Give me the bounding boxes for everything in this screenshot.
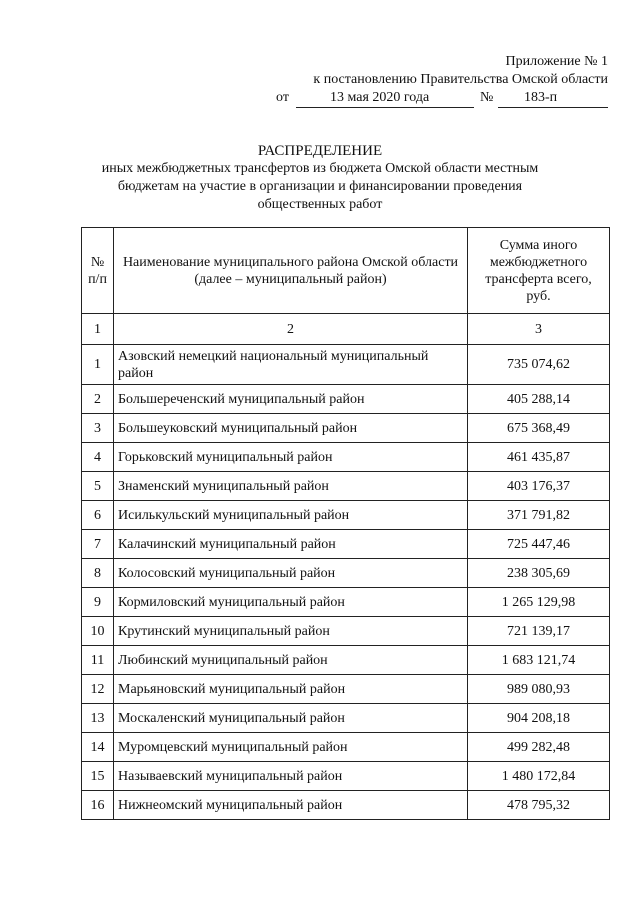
table-row [82,646,610,675]
district-name: Муромцевский муниципальный район [114,733,468,762]
table-row [82,617,610,646]
distribution-table [81,227,610,820]
district-name: Москаленский муниципальный район [114,704,468,733]
decree-date-number [276,90,610,108]
table-row [82,414,610,443]
index-cell: 3 [468,314,610,345]
transfer-sum: 989 080,93 [468,675,610,704]
district-name: Большеуковский муниципальный район [114,414,468,443]
date-underline [296,107,474,108]
number-label: № [480,90,494,105]
decree-number: 183-п [524,90,558,105]
table-header-row [82,228,610,314]
district-name: Называевский муниципальный район [114,762,468,791]
district-name: Большереченский муниципальный район [114,385,468,414]
transfer-sum: 371 791,82 [468,501,610,530]
transfer-sum: 721 139,17 [468,617,610,646]
appendix-label: Приложение № 1 [505,54,608,69]
table-row [82,530,610,559]
district-name: Марьяновский муниципальный район [114,675,468,704]
row-number: 1 [82,345,114,385]
table-row [82,762,610,791]
transfer-sum: 405 288,14 [468,385,610,414]
transfer-sum: 238 305,69 [468,559,610,588]
table-row [82,559,610,588]
document-title: РАСПРЕДЕЛЕНИЕ [257,143,383,159]
decree-date: 13 мая 2020 года [330,90,430,105]
district-name: Любинский муниципальный район [114,646,468,675]
transfer-sum: 735 074,62 [468,345,610,385]
transfer-sum: 904 208,18 [468,704,610,733]
from-label: от [276,90,289,105]
transfer-sum: 1 265 129,98 [468,588,610,617]
row-number: 14 [82,733,114,762]
number-underline [498,107,608,108]
index-cell: 2 [114,314,468,345]
transfer-sum: 725 447,46 [468,530,610,559]
table-index-row [82,314,610,345]
district-name: Крутинский муниципальный район [114,617,468,646]
table-row [82,791,610,820]
district-name: Исилькульский муниципальный район [114,501,468,530]
col-header-district: Наименование муниципального района Омской области (далее – муниципальный район) [114,228,468,314]
row-number: 6 [82,501,114,530]
district-name: Знаменский муниципальный район [114,472,468,501]
row-number: 7 [82,530,114,559]
table-row [82,385,610,414]
document-subtitle: иных межбюджетных трансфертов из бюджета Омской области местным бюджетам на участие в организации и финансировании проведения общественных работ [101,161,539,212]
row-number: 2 [82,385,114,414]
row-number: 8 [82,559,114,588]
district-name: Кормиловский муниципальный район [114,588,468,617]
district-name: Горьковский муниципальный район [114,443,468,472]
row-number: 16 [82,791,114,820]
table-row [82,588,610,617]
row-number: 12 [82,675,114,704]
row-number: 9 [82,588,114,617]
district-name: Азовский немецкий национальный муниципальный район [114,345,468,385]
table-row [82,704,610,733]
table-row [82,443,610,472]
row-number: 4 [82,443,114,472]
row-number: 5 [82,472,114,501]
row-number: 13 [82,704,114,733]
table-row [82,501,610,530]
district-name: Нижнеомский муниципальный район [114,791,468,820]
district-name: Колосовский муниципальный район [114,559,468,588]
transfer-sum: 499 282,48 [468,733,610,762]
table-row [82,733,610,762]
decree-reference: к постановлению Правительства Омской области [313,72,608,87]
row-number: 3 [82,414,114,443]
transfer-sum: 675 368,49 [468,414,610,443]
row-number: 10 [82,617,114,646]
transfer-sum: 1 683 121,74 [468,646,610,675]
transfer-sum: 461 435,87 [468,443,610,472]
row-number: 11 [82,646,114,675]
table-row [82,472,610,501]
row-number: 15 [82,762,114,791]
transfer-sum: 1 480 172,84 [468,762,610,791]
appendix-block [313,53,608,89]
index-cell: 1 [82,314,114,345]
col-header-sum: Сумма иного межбюджетного трансферта всего, руб. [468,228,610,314]
transfer-sum: 478 795,32 [468,791,610,820]
table-row [82,675,610,704]
transfer-sum: 403 176,37 [468,472,610,501]
table-row [82,345,610,385]
district-name: Калачинский муниципальный район [114,530,468,559]
col-header-number: № п/п [82,228,114,314]
